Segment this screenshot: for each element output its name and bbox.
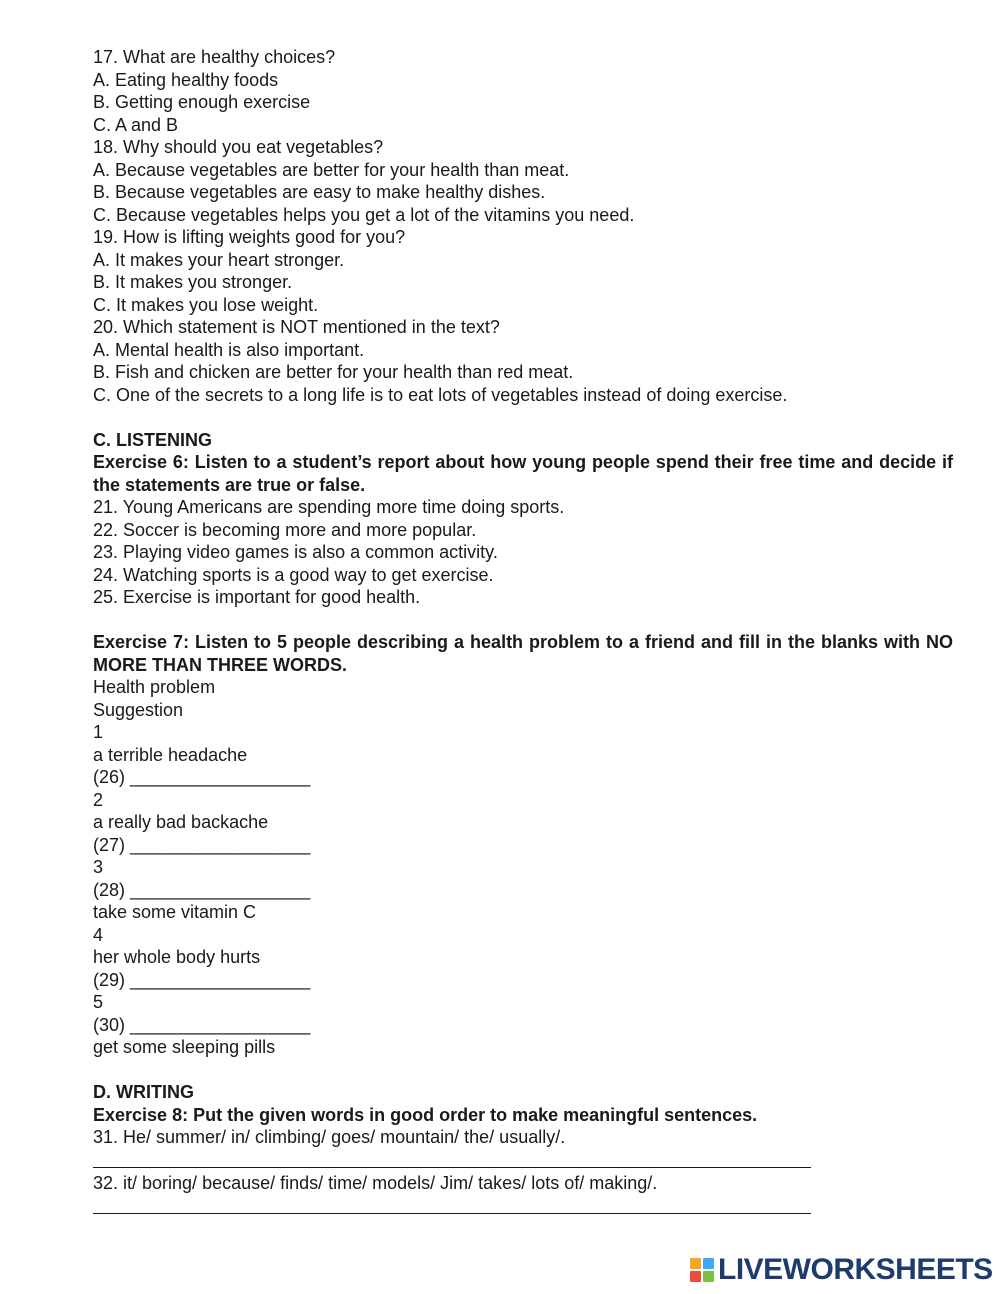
option-17b: B. Getting enough exercise: [93, 92, 311, 112]
exercise-8-instruction: Exercise 8: Put the given words in good order to make meaningful sentences.: [93, 1104, 758, 1125]
option-20a: A. Mental health is also important.: [93, 339, 365, 360]
problem-2: a really bad backache: [93, 812, 269, 832]
exercise-6-instruction: Exercise 6: Listen to a student’s report about how young people spend their free time and decide if the statements are true or false.: [93, 452, 953, 495]
statement-22: 22. Soccer is becoming more and more popular.: [93, 519, 477, 540]
listening-heading: C. LISTENING: [93, 429, 213, 450]
writing-section: [93, 1081, 953, 1214]
answer-line-32[interactable]: [93, 1195, 811, 1214]
question-19: 19. How is lifting weights good for you?: [93, 227, 406, 247]
spacer: [93, 609, 953, 632]
statement-21: 21. Young Americans are spending more time doing sports.: [93, 497, 565, 517]
question-18: 18. Why should you eat vegetables?: [93, 137, 384, 157]
spacer: [93, 1059, 953, 1082]
row-number-4: 4: [93, 924, 104, 945]
suggestion-3: take some vitamin C: [93, 902, 257, 922]
logo-block-1: [690, 1258, 701, 1269]
row-number-5: 5: [93, 992, 104, 1012]
spacer: [93, 406, 953, 429]
listening-section: [93, 429, 953, 1059]
statement-24: 24. Watching sports is a good way to get exercise.: [93, 564, 494, 585]
header-suggestion: Suggestion: [93, 699, 184, 720]
option-18c: C. Because vegetables helps you get a lot of the vitamins you need.: [93, 204, 635, 225]
logo-blocks-icon: [690, 1258, 714, 1282]
option-19c: C. It makes you lose weight.: [93, 294, 319, 315]
liveworksheets-logo: [690, 1252, 993, 1288]
blank-28[interactable]: (28) __________________: [93, 879, 311, 900]
blank-26[interactable]: (26) __________________: [93, 767, 311, 787]
option-17c: C. A and B: [93, 114, 179, 135]
logo-block-2: [703, 1258, 714, 1269]
blank-29[interactable]: (29) __________________: [93, 969, 311, 990]
suggestion-5: get some sleeping pills: [93, 1037, 276, 1057]
writing-heading: D. WRITING: [93, 1082, 194, 1102]
answer-line-31[interactable]: [93, 1149, 811, 1168]
exercise-7-instruction: Exercise 7: Listen to 5 people describing a health problem to a friend and fill in the blanks with NO MORE THAN THREE WORDS.: [93, 632, 953, 675]
problem-1: a terrible headache: [93, 744, 248, 765]
option-20c: C. One of the secrets to a long life is to eat lots of vegetables instead of doing exercise.: [93, 384, 788, 405]
option-17a: A. Eating healthy foods: [93, 69, 279, 90]
row-number-3: 3: [93, 857, 104, 877]
problem-4: her whole body hurts: [93, 947, 261, 967]
logo-block-4: [703, 1271, 714, 1282]
row-number-2: 2: [93, 789, 104, 810]
question-20: 20. Which statement is NOT mentioned in the text?: [93, 317, 500, 337]
logo-text: LIVEWORKSHEETS: [718, 1253, 993, 1286]
question-31: 31. He/ summer/ in/ climbing/ goes/ mountain/ the/ usually/.: [93, 1127, 566, 1147]
option-19b: B. It makes you stronger.: [93, 272, 293, 292]
question-17: 17. What are healthy choices?: [93, 47, 336, 67]
blank-30[interactable]: (30) __________________: [93, 1014, 311, 1035]
statement-25: 25. Exercise is important for good health.: [93, 587, 421, 607]
option-20b: B. Fish and chicken are better for your health than red meat.: [93, 362, 574, 382]
option-18b: B. Because vegetables are easy to make healthy dishes.: [93, 182, 546, 202]
header-health-problem: Health problem: [93, 677, 216, 697]
worksheet-page: [93, 46, 953, 1218]
reading-questions: [93, 46, 953, 406]
blank-27[interactable]: (27) __________________: [93, 834, 311, 855]
option-19a: A. It makes your heart stronger.: [93, 249, 345, 270]
option-18a: A. Because vegetables are better for your health than meat.: [93, 159, 570, 180]
logo-block-3: [690, 1271, 701, 1282]
row-number-1: 1: [93, 722, 104, 742]
statement-23: 23. Playing video games is also a common activity.: [93, 542, 498, 562]
question-32: 32. it/ boring/ because/ finds/ time/ models/ Jim/ takes/ lots of/ making/.: [93, 1173, 658, 1193]
